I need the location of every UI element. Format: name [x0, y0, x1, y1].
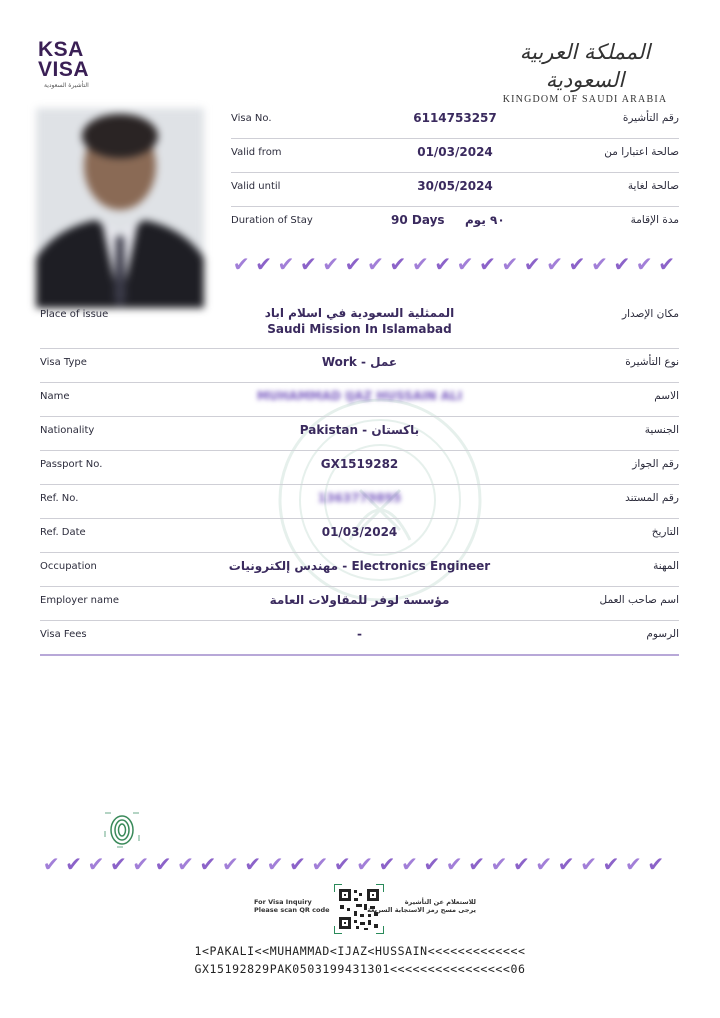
mrz-line-2: GX15192829PAK0503199431301<<<<<<<<<<<<<<<<06 [194, 962, 526, 976]
visa-number: 6114753257 [413, 111, 497, 125]
visa-fees-value: - [357, 627, 362, 641]
row-passport-no: Passport No. GX1519282 رقم الجواز [40, 450, 679, 485]
row-ref-date: Ref. Date 01/03/2024 التاريخ [40, 518, 679, 553]
row-name: Name MUHAMMAD IJAZ HUSSAIN ALI الاسم [40, 382, 679, 417]
kingdom-english: KINGDOM OF SAUDI ARABIA [502, 94, 668, 105]
logo-line2: VISA [38, 58, 90, 81]
row-visa-type: Visa Type Work - عمل نوع التأشيرة [40, 348, 679, 383]
row-nationality: Nationality Pakistan - باكستان الجنسية [40, 416, 679, 451]
qr-label-ar-1: للاستعلام عن التأشيرة [404, 898, 476, 906]
qr-label-ar-2: يرجى مسح رمز الاستجابة السريعة [367, 906, 476, 914]
name-value: MUHAMMAD IJAZ HUSSAIN ALI [256, 389, 463, 403]
employer-value: مؤسسة لوفر للمقاولات العامة [269, 593, 450, 607]
nationality-value: Pakistan - باكستان [299, 423, 420, 437]
logo-line1: KSA [38, 38, 84, 61]
checkmark-band-top: ✔ ✔ ✔ ✔ ✔ ✔ ✔ ✔ ✔ ✔ ✔ ✔ ✔ ✔ ✔ ✔ ✔ ✔ ✔ ✔ [232, 252, 675, 276]
passport-photo [36, 108, 204, 308]
kingdom-arabic: المملكة العربية السعودية [519, 40, 651, 92]
ksa-visa-logo [38, 40, 108, 89]
qr-label-en-2: Please scan QR code [254, 906, 330, 914]
row-ref-no: Ref. No. 1363779895 رقم المستند [40, 484, 679, 519]
valid-from-date: 01/03/2024 [417, 145, 493, 159]
place-of-issue-ar: الممثلية السعودية في اسلام اباد [264, 306, 455, 320]
passport-number: GX1519282 [320, 457, 399, 471]
fingerprint-icon [104, 812, 140, 848]
row-valid-until: Valid until 30/05/2024 صالحة لغاية [231, 172, 679, 207]
ref-date-value: 01/03/2024 [321, 525, 398, 539]
qr-inquiry [254, 884, 476, 936]
visa-type-value: Work - عمل [321, 355, 398, 369]
checkmark-band-bottom: ✔ ✔ ✔ ✔ ✔ ✔ ✔ ✔ ✔ ✔ ✔ ✔ ✔ ✔ ✔ ✔ ✔ ✔ ✔ ✔ ✔ ✔ ✔ ✔ ✔ ✔ ✔ ✔ [42, 852, 665, 876]
mrz-line-1: 1<PAKALI<<MUHAMMAD<IJAZ<HUSSAIN<<<<<<<<<<<<< [194, 944, 526, 958]
ref-number: 1363779895 [317, 491, 402, 505]
kingdom-header [490, 38, 680, 105]
row-duration: Duration of Stay 90 Days ٩٠ يوم مدة الإقامة [231, 213, 679, 227]
row-valid-from: Valid from 01/03/2024 صالحة اعتبارا من [231, 138, 679, 173]
row-occupation: Occupation مهندس إلكترونيات - Electronics Engineer المهنة [40, 552, 679, 587]
duration-days-ar: ٩٠ يوم [465, 213, 505, 227]
row-visa-no: Visa No. 6114753257 رقم التأشيرة [231, 104, 679, 139]
row-visa-fees: Visa Fees - الرسوم [40, 620, 679, 656]
qr-label-en-1: For Visa Inquiry [254, 898, 312, 906]
logo-subtitle: التأشيرة السعودية [44, 82, 89, 89]
duration-days: 90 Days [391, 213, 445, 227]
place-of-issue-en: Saudi Mission In Islamabad [267, 322, 452, 336]
occupation-value: مهندس إلكترونيات - Electronics Engineer [228, 559, 491, 573]
row-place-of-issue: Place of issue الممثلية السعودية في اسلام اباد Saudi Mission In Islamabad مكان الإصدار [40, 300, 679, 349]
valid-until-date: 30/05/2024 [417, 179, 493, 193]
row-employer: Employer name مؤسسة لوفر للمقاولات العامة اسم صاحب العمل [40, 586, 679, 621]
